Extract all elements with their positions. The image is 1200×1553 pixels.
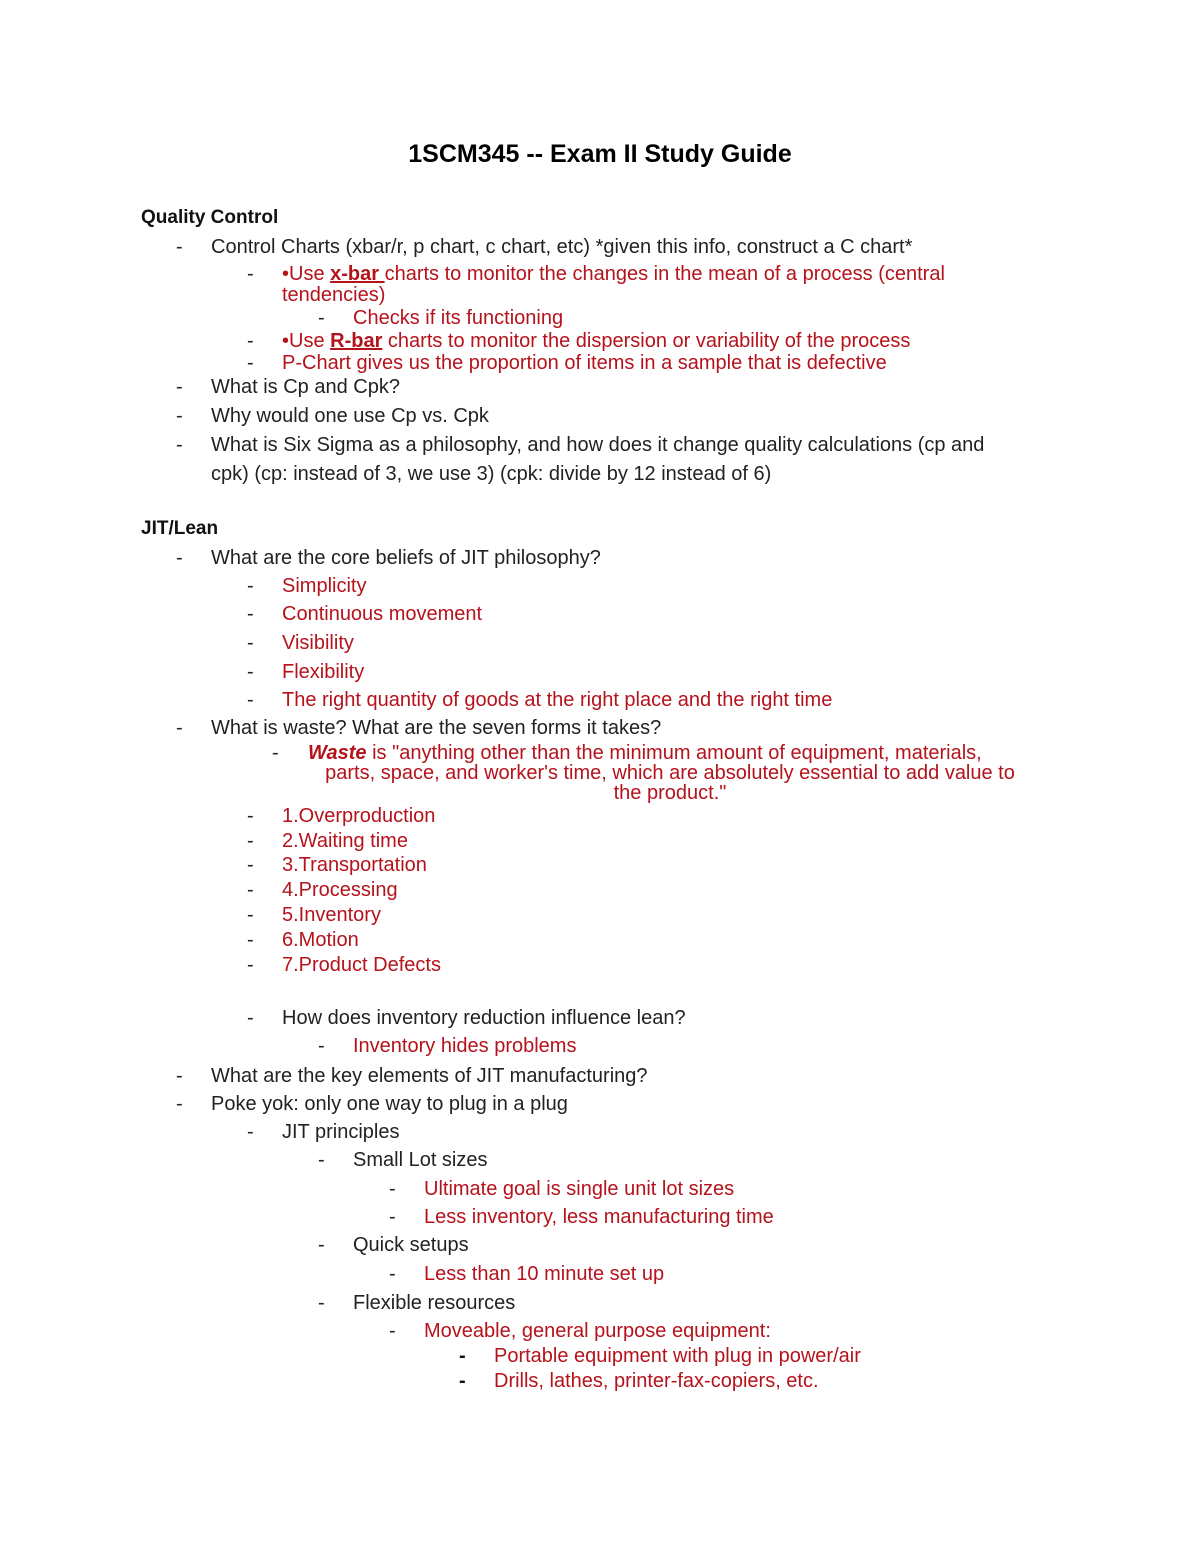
list-item-continuation: cpk) (cp: instead of 3, we use 3) (cpk: divide by 12 instead of 6) xyxy=(211,463,772,485)
list-item-continuation: tendencies) xyxy=(282,284,386,306)
term-x-bar: x-bar xyxy=(330,263,385,285)
term-r-bar: R-bar xyxy=(330,330,383,352)
section-heading-quality-control: Quality Control xyxy=(141,207,279,228)
page-title: 1SCM345 -- Exam II Study Guide xyxy=(408,140,792,168)
waste-definition-line: parts, space, and worker's time, which are absolutely essential to add value to xyxy=(325,762,1015,784)
waste-definition-line: the product." xyxy=(613,782,727,804)
term-waste: Waste xyxy=(308,742,367,764)
section-heading-jit-lean: JIT/Lean xyxy=(141,518,219,539)
